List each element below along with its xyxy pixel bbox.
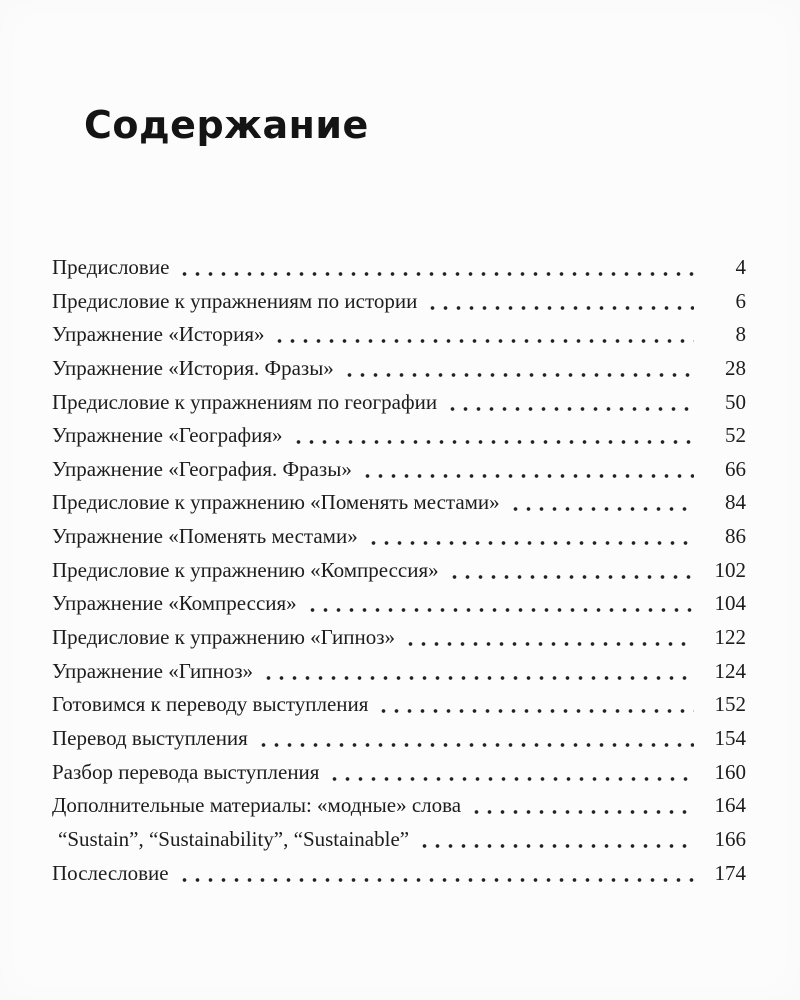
toc-entry-label: Разбор перевода выступления — [52, 759, 320, 784]
toc-entry — [52, 520, 746, 554]
dot-leader — [178, 251, 694, 285]
dot-leader — [178, 857, 694, 891]
toc-entry — [52, 554, 746, 588]
toc-entry-label: Упражнение «Гипноз» — [52, 658, 254, 683]
dot-leader — [273, 318, 694, 352]
toc-entry — [52, 722, 746, 756]
toc-entry-page: 50 — [725, 389, 746, 414]
dot-leader — [404, 621, 694, 655]
toc-entry — [52, 688, 746, 722]
toc-entry-page: 174 — [714, 860, 746, 885]
toc-entry-label: Упражнение «История» — [52, 322, 265, 347]
toc-entry-page: 166 — [714, 826, 746, 851]
toc-entry — [52, 756, 746, 790]
toc-entry — [52, 419, 746, 453]
toc-entry-page: 6 — [735, 288, 746, 313]
dot-leader — [367, 520, 694, 554]
toc-entry-label: Упражнение «История. Фразы» — [52, 355, 334, 380]
toc-entry — [52, 823, 746, 857]
toc-entry-label: Предисловие — [52, 255, 170, 279]
toc-entry-label: Упражнение «Поменять местами» — [52, 524, 358, 549]
toc-entry-label: Упражнение «География. Фразы» — [52, 456, 352, 481]
toc-entry-page: 84 — [725, 490, 746, 515]
toc-entry-page: 122 — [714, 625, 746, 650]
toc-entry-label: Упражнение «Компрессия» — [52, 591, 297, 616]
toc-entry — [52, 285, 746, 319]
dot-leader — [470, 789, 694, 823]
toc-entry-label: Дополнительные материалы: «модные» слова — [52, 793, 462, 818]
toc-entry-page: 124 — [714, 658, 746, 683]
dot-leader — [426, 285, 694, 319]
dot-leader — [306, 587, 694, 621]
toc-entry-label: Предисловие к упражнениям по географии — [52, 389, 438, 414]
toc-entry-page: 154 — [714, 725, 746, 750]
toc-entry-label: Предисловие к упражнению «Компрессия» — [52, 557, 439, 582]
table-of-contents — [52, 251, 746, 890]
toc-entry-page: 160 — [714, 759, 746, 784]
toc-entry-label: Предисловие к упражнению «Гипноз» — [52, 625, 396, 650]
toc-entry-page: 102 — [714, 557, 746, 582]
toc-entry-page: 164 — [714, 793, 746, 818]
toc-entry-label: Послесловие — [52, 860, 169, 885]
toc-entry — [52, 587, 746, 621]
toc-entry-page: 104 — [714, 591, 746, 616]
dot-leader — [509, 486, 694, 520]
page-title: Содержание — [84, 103, 369, 148]
toc-entry-label: Предисловие к упражнениям по истории — [52, 288, 418, 313]
toc-entry-page: 52 — [725, 423, 746, 448]
toc-entry-page: 8 — [735, 322, 746, 347]
toc-entry-page: 4 — [735, 255, 746, 279]
dot-leader — [446, 386, 694, 420]
toc-entry — [52, 655, 746, 689]
toc-entry-label: Предисловие к упражнению «Поменять местами» — [52, 490, 500, 515]
dot-leader — [262, 655, 694, 689]
toc-entry — [52, 453, 746, 487]
dot-leader — [377, 688, 694, 722]
toc-entry-page: 66 — [725, 456, 746, 481]
toc-entry-label: Готовимся к переводу выступления — [52, 692, 369, 717]
toc-entry-page: 28 — [725, 355, 746, 380]
toc-entry-label: “Sustain”, “Sustainability”, “Sustainable” — [58, 826, 410, 851]
toc-entry — [52, 621, 746, 655]
toc-entry — [52, 251, 746, 285]
toc-entry — [52, 789, 746, 823]
dot-leader — [292, 419, 695, 453]
toc-entry-page: 86 — [725, 524, 746, 549]
dot-leader — [418, 823, 694, 857]
toc-entry — [52, 386, 746, 420]
toc-entry-label: Перевод выступления — [52, 725, 248, 750]
toc-entry-label: Упражнение «География» — [52, 423, 283, 448]
dot-leader — [343, 352, 694, 386]
toc-entry — [52, 486, 746, 520]
dot-leader — [328, 756, 694, 790]
dot-leader — [361, 453, 694, 487]
toc-entry — [52, 857, 746, 891]
dot-leader — [448, 554, 694, 588]
toc-entry-page: 152 — [714, 692, 746, 717]
dot-leader — [257, 722, 694, 756]
toc-entry — [52, 352, 746, 386]
toc-entry — [52, 318, 746, 352]
